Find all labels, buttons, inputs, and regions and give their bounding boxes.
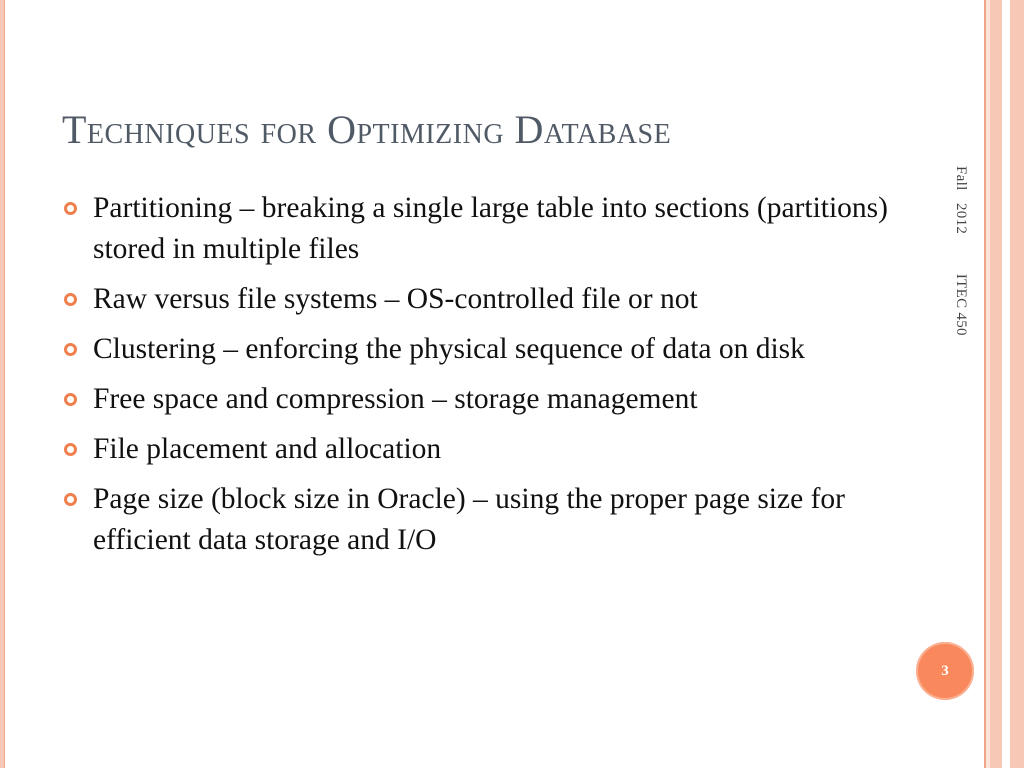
bullet-circle-icon — [64, 202, 77, 215]
bullet-item — [64, 429, 894, 470]
bullet-circle-icon — [64, 293, 77, 306]
footer-year: 2012 — [953, 202, 969, 234]
bullet-circle-icon — [64, 393, 77, 406]
bullet-circle-icon — [64, 443, 77, 456]
bullet-item — [64, 379, 894, 420]
bullet-circle-icon — [64, 343, 77, 356]
bullet-item — [64, 329, 894, 370]
bullet-text: Clustering – enforcing the physical sequence of data on disk — [93, 333, 805, 365]
bullet-item — [64, 188, 894, 270]
bullet-circle-icon — [64, 493, 77, 506]
bullet-text: Free space and compression – storage management — [93, 383, 698, 415]
bullet-text: Partitioning – breaking a single large table into sections (partitions) stored in multiple files — [93, 192, 888, 265]
bullet-list — [64, 188, 894, 570]
bullet-text: Raw versus file systems – OS-controlled file or not — [93, 283, 698, 315]
slide-number-badge: 3 — [916, 642, 974, 700]
bullet-item — [64, 279, 894, 320]
bullet-item — [64, 479, 894, 561]
left-frame-border — [0, 0, 5, 768]
footer-course: ITEC 450 — [953, 273, 969, 336]
bullet-text: File placement and allocation — [93, 433, 442, 465]
footer-term: Fall — [953, 166, 969, 191]
right-frame-border — [980, 0, 1024, 768]
slide-title: Techniques for Optimizing Database — [62, 107, 672, 152]
vertical-footer — [947, 166, 969, 336]
bullet-text: Page size (block size in Oracle) – using the proper page size for efficient data storage and I/O — [93, 483, 845, 556]
